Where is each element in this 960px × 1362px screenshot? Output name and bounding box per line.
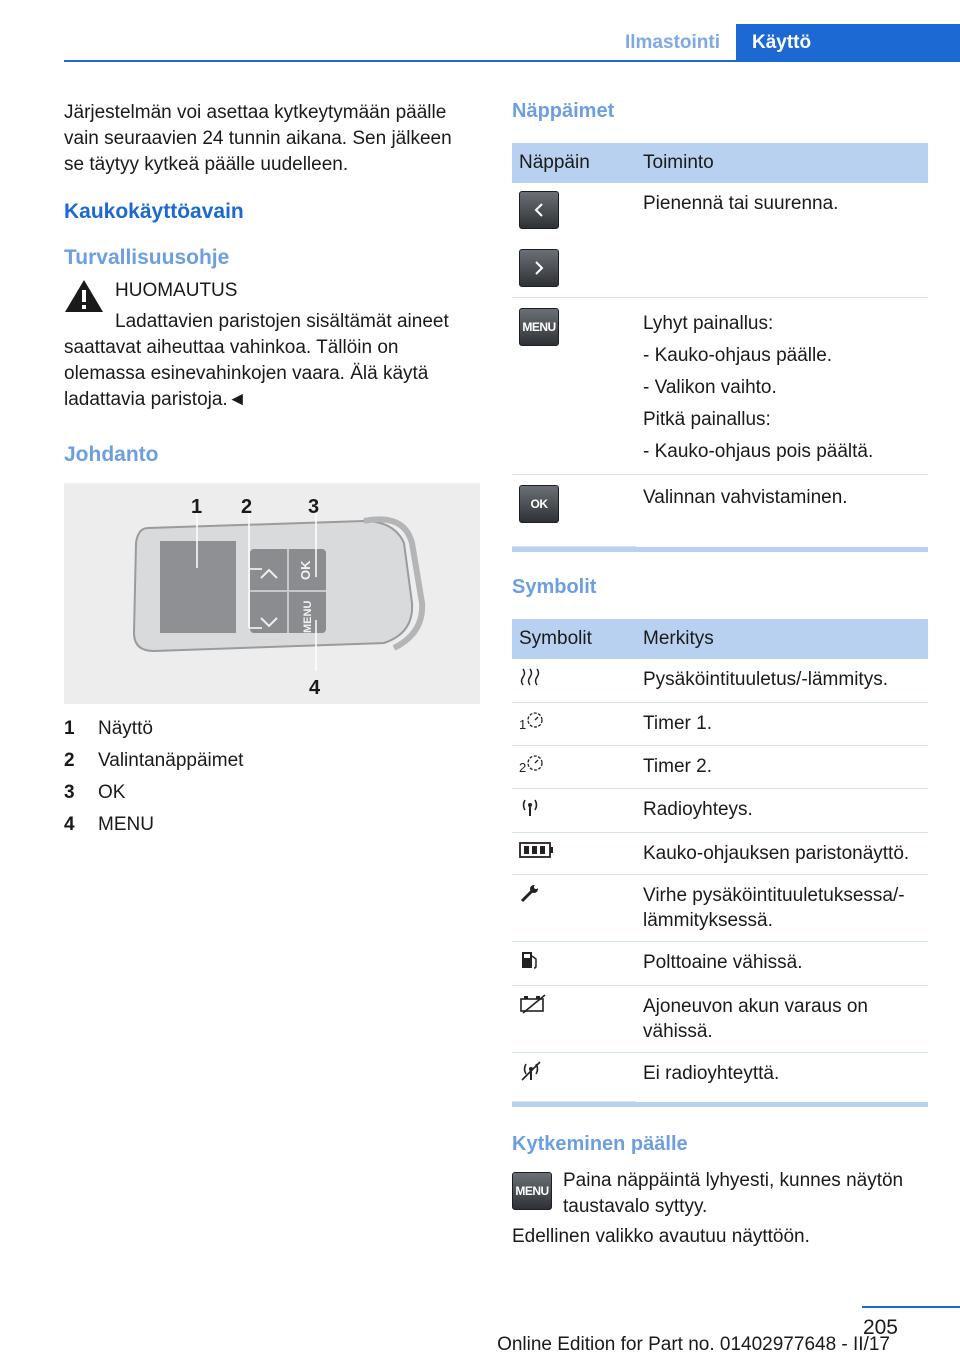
radio-icon [519,797,541,817]
legend-number: 1 [64,718,75,739]
battery-icon [519,841,555,859]
warning-title: HUOMAUTUS [115,280,238,301]
legend-text: Valintanäppäimet [98,750,244,771]
left-arrow-button-icon [519,191,559,229]
column-header: Toiminto [636,143,928,183]
column-header: Symbolit [512,619,636,659]
menu-button-icon: MENU [512,1172,552,1210]
table-cell-line: Pitkä painallus: [643,409,771,430]
timer-number: 1 [519,716,527,732]
table-cell-line: - Kauko-ohjaus pois päältä. [643,441,874,462]
table-row [512,985,928,1052]
switch-on-text: Paina näppäintä lyhyesti, kunnes näytön taustavalo syttyy. [563,1170,904,1217]
table-row [512,475,928,547]
switch-on-block [512,1168,928,1222]
timer-1-icon [526,711,544,729]
intro-paragraph: Järjestelmän voi asettaa kytkeytymään päälle vain seuraavien 24 tunnin aikana. Sen jälkeen se täytyy kytkeä päälle uudelleen. [64,102,452,175]
table-cell-line: Lyhyt painallus: [643,313,774,334]
table-cell: Timer 1. [636,702,928,745]
table-row [512,183,928,298]
legend-number: 4 [64,814,75,835]
heading-symbols: Symbolit [512,575,597,598]
table-row [512,659,928,703]
table-cell: Polttoaine vähissä. [636,941,928,985]
left-column [64,100,480,841]
legend-item [64,713,480,745]
fuel-icon [519,950,541,970]
header-rule [64,60,960,62]
ok-button-icon: OK [519,485,559,523]
warning-text: Ladattavien paristojen sisältämät aineet saattavat aiheuttaa vahinkoa. Tällöin on olemassa esinevahinkojen vaara. Älä käytä ladattavia paristoja.◄ [64,311,449,410]
legend-number: 2 [64,750,75,771]
remote-key-figure [64,483,480,704]
header-chapter-tab: Käyttö [736,24,960,62]
heading-keys: Näppäimet [512,100,615,122]
legend-item [64,809,480,841]
table-cell: Kauko-ohjauksen paristonäyttö. [636,832,928,874]
right-arrow-button-icon [519,249,559,287]
table-row [512,745,928,788]
figure-callout-3: 3 [308,496,320,518]
legend-text: OK [98,782,126,803]
table-cell: Pienennä tai suurenna. [636,183,928,298]
table-cell: Radioyhteys. [636,788,928,832]
table-end-rule [512,1102,928,1107]
table-row [512,832,928,874]
car-battery-icon [519,994,547,1014]
figure-callout-1: 1 [191,496,203,518]
header-section-label: Ilmastointi [624,32,720,53]
heating-icon [519,667,541,687]
warning-block [64,278,480,413]
heading-safety: Turvallisuusohje [64,246,230,269]
heading-introduction: Johdanto [64,443,159,466]
wrench-icon [519,883,541,903]
legend-text: MENU [98,814,154,835]
no-radio-icon [519,1061,543,1081]
timer-number: 2 [519,759,527,775]
warning-triangle-icon [64,278,104,314]
keys-table [512,143,928,547]
table-end-rule [512,547,928,552]
heading-remote-key: Kaukokäyttöavain [64,200,244,223]
timer-2-icon [526,754,544,772]
table-cell: Valinnan vahvistaminen. [643,487,848,508]
footer-rule [862,1306,960,1308]
figure-callout-4: 4 [309,677,321,699]
remote-key-illustration [64,483,480,704]
table-row [512,1052,928,1102]
table-header-row [512,619,928,659]
legend-text: Näyttö [98,718,153,739]
figure-legend [64,713,480,841]
table-cell: Timer 2. [636,745,928,788]
switch-on-result: Edellinen valikko avautuu näyttöön. [512,1226,810,1247]
table-header-row [512,143,928,183]
legend-item [64,745,480,777]
table-cell-line: - Kauko-ohjaus päälle. [643,345,833,366]
table-cell: Ei radioyhteyttä. [643,1062,780,1084]
table-cell: Pysäköintituuletus/-lämmitys. [636,659,928,703]
heading-switch-on: Kytkeminen päälle [512,1133,688,1155]
figure-menu-label: MENU [302,600,314,633]
table-row [512,788,928,832]
table-row [512,702,928,745]
legend-item [64,777,480,809]
symbols-table [512,619,928,1103]
table-cell-line: - Valikon vaihto. [643,377,777,398]
table-row [512,298,928,475]
right-column [512,100,928,1250]
edition-note: Online Edition for Part no. 01402977648 - II/17 [497,1334,890,1355]
table-row [512,874,928,941]
page-number: 205 [862,1316,898,1339]
menu-button-icon: MENU [519,308,559,346]
table-cell: Ajoneuvon akun varaus on vähissä. [636,985,928,1052]
table-cell: Virhe pysäköintituuletuksessa/-lämmityksessä. [636,874,928,941]
table-row [512,941,928,985]
figure-callout-2: 2 [241,496,253,518]
column-header: Merkitys [636,619,928,659]
legend-number: 3 [64,782,75,803]
figure-ok-label: OK [298,560,313,580]
column-header: Näppäin [512,143,636,183]
